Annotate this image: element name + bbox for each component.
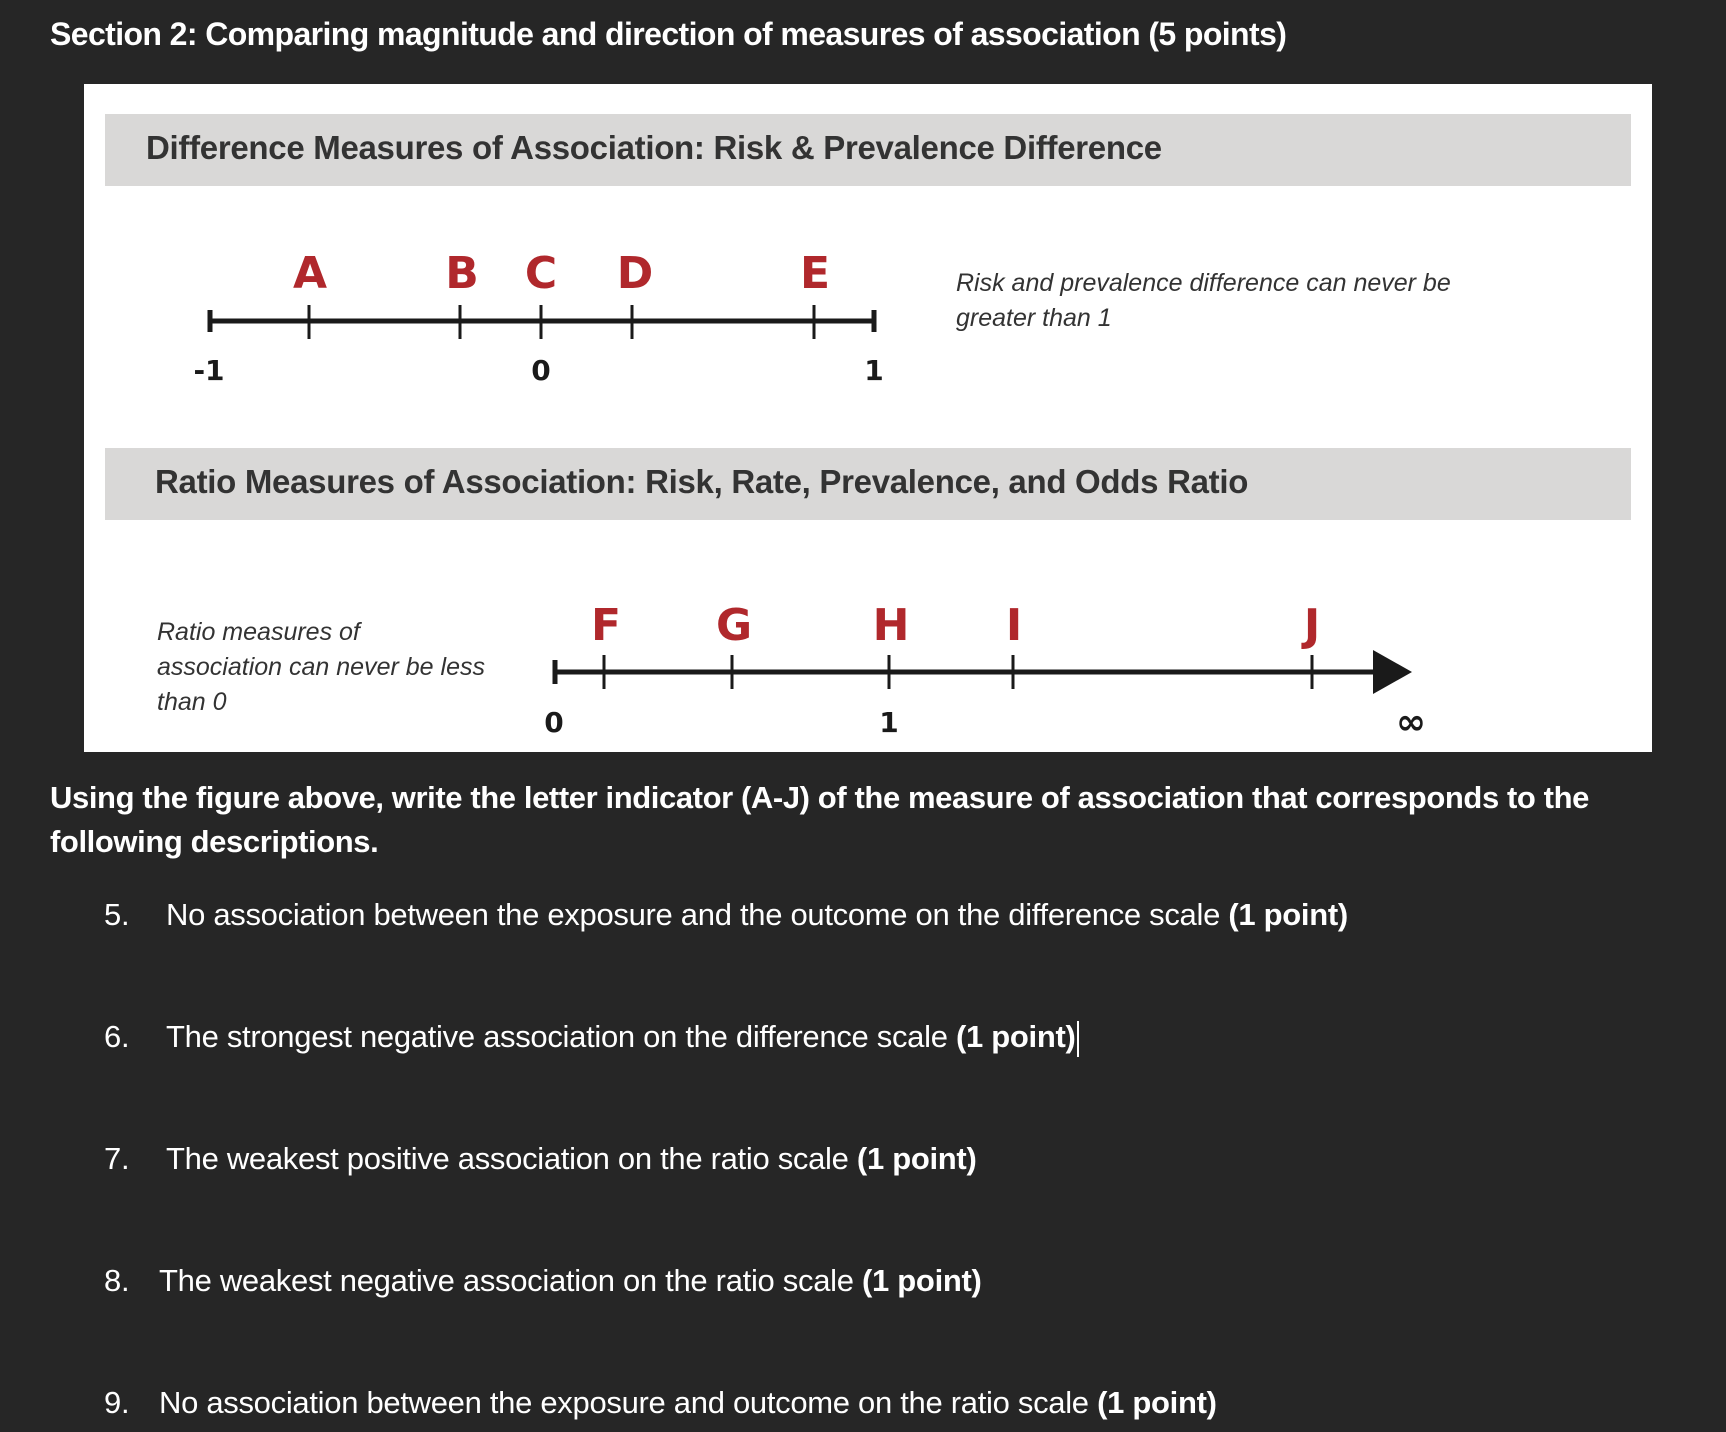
question-number: 9. [104,1385,130,1420]
point-label-j: J [1303,600,1321,651]
ratio-axis-max-label: ∞ [1396,702,1426,743]
difference-note: Risk and prevalence difference can never be greater than 1 [956,269,1451,332]
text-cursor [1077,1021,1079,1057]
question-points: (1 point) [1228,897,1348,932]
question-number: 6. [104,1019,130,1054]
difference-banner-title: Difference Measures of Association: Risk & Prevalence Difference [146,129,1162,166]
ratio-banner-title: Ratio Measures of Association: Risk, Rate, Prevalence, and Odds Ratio [155,463,1249,500]
question-points: (1 point) [955,1019,1076,1054]
question-text: The weakest negative association on the ratio scale [159,1263,854,1298]
association-figure [84,84,1652,752]
question-text: The strongest negative association on the difference scale [166,1019,948,1054]
question-number: 7. [104,1141,130,1176]
ratio-axis-one-label: 1 [879,706,899,739]
ratio-banner [105,448,1631,520]
point-label-d: D [616,248,654,299]
ratio-axis-min-label: 0 [544,706,564,739]
question-7[interactable] [104,1141,976,1177]
question-number: 8. [104,1263,130,1298]
instructions-prompt: Using the figure above, write the letter indicator (A-J) of the measure of association that corresponds to the following descriptions. [50,780,1589,859]
point-label-b: B [445,248,479,299]
section-title: Section 2: Comparing magnitude and direction of measures of association (5 points) [50,16,1287,52]
question-8[interactable] [104,1263,982,1299]
difference-axis-max-label: 1 [864,354,884,387]
question-5[interactable] [104,897,1348,933]
point-label-f: F [590,600,622,651]
question-text: No association between the exposure and the outcome on the difference scale [166,897,1221,932]
difference-axis-zero-label: 0 [531,354,551,387]
ratio-note: Ratio measures of association can never be less than 0 [157,618,485,716]
question-6[interactable] [104,1019,1079,1057]
point-label-h: H [872,600,910,651]
point-label-a: A [292,248,328,299]
ratio-scale [544,600,1426,743]
point-label-i: I [1005,600,1023,651]
question-text: No association between the exposure and outcome on the ratio scale [159,1385,1089,1420]
point-label-g: G [715,600,753,651]
question-number: 5. [104,897,130,932]
question-9[interactable] [104,1385,1217,1421]
difference-axis-min-label: -1 [193,354,225,387]
ratio-axis-arrowhead [1373,650,1412,694]
question-text: The weakest positive association on the ratio scale [166,1141,849,1176]
point-label-e: E [799,248,831,299]
point-label-c: C [524,248,558,299]
question-points: (1 point) [1097,1385,1217,1420]
question-points: (1 point) [856,1141,977,1176]
question-points: (1 point) [862,1263,982,1298]
difference-scale [193,248,883,387]
